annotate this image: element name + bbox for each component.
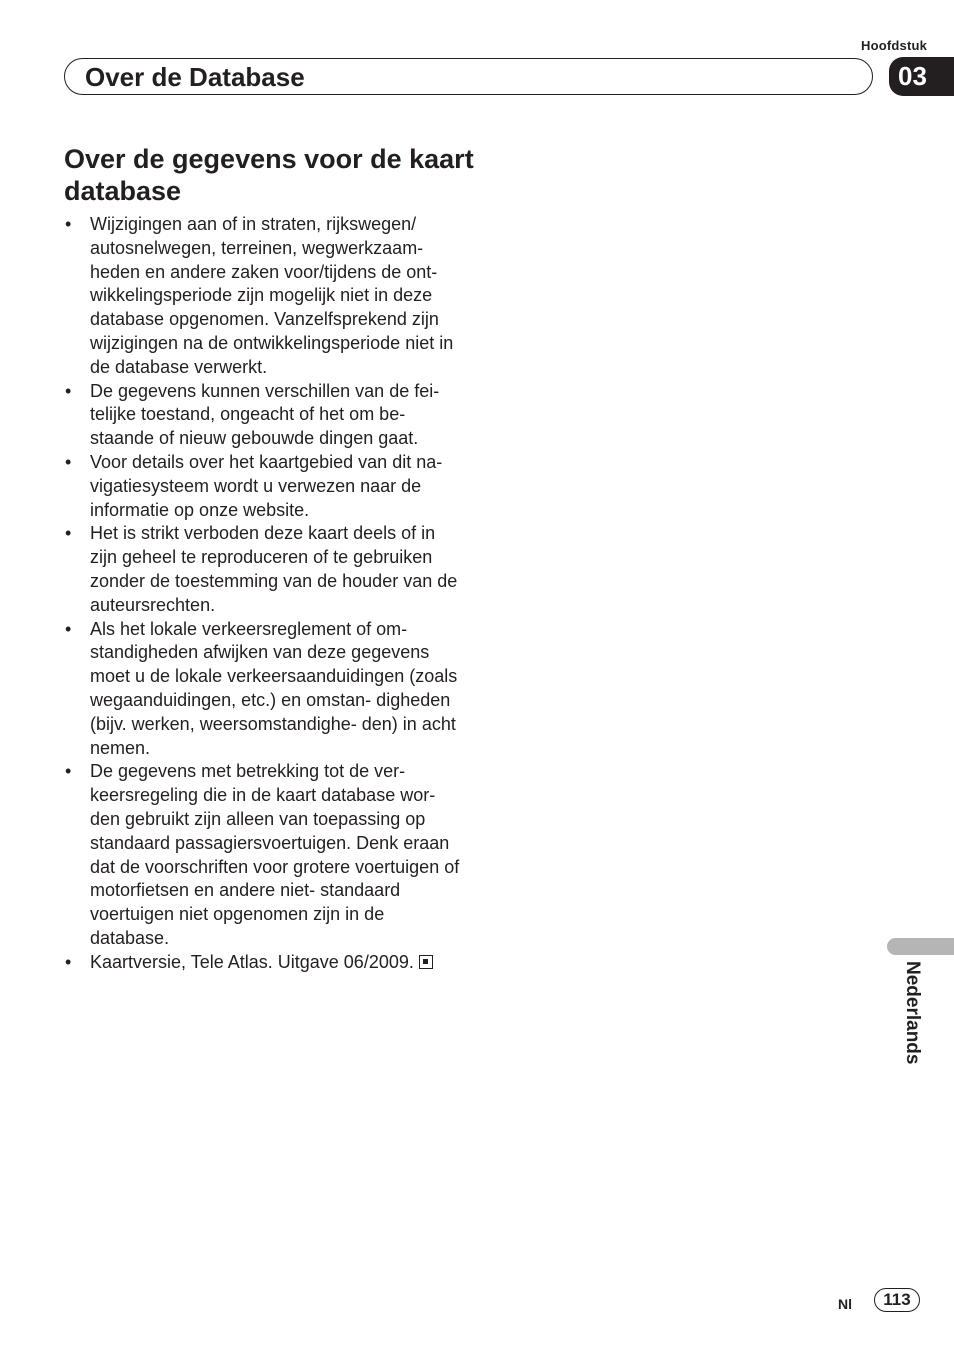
- list-item-text: Voor details over het kaartgebied van dit na- vigatiesysteem wordt u verwezen naar de informatie op onze website.: [90, 451, 443, 520]
- language-tab: [887, 938, 954, 955]
- list-item-text: Het is strikt verboden deze kaart deels of in zijn geheel te reproduceren of te gebruiken zonder de toestemming van de houder van de auteursrechten.: [90, 523, 458, 615]
- list-item: [64, 213, 464, 380]
- bullet-icon: •: [65, 523, 72, 544]
- bullet-icon: •: [65, 951, 72, 972]
- list-item: [64, 760, 464, 950]
- list-item-text: De gegevens kunnen verschillen van de fei- telijke toestand, ongeacht of het om be- staande of nieuw gebouwde dingen gaat.: [90, 380, 440, 449]
- list-item-text: Wijzigingen aan of in straten, rijkswegen/ autosnelwegen, terreinen, wegwerkzaam- heden en andere zaken voor/tijdens de ont- wikkelingsperiode zijn mogelijk niet in deze database opgenomen. Vanzelfsprekend zijn wijzigingen na de ontwikkelingsperiode niet in de database verwerkt.: [90, 214, 454, 377]
- bullet-icon: •: [65, 380, 72, 401]
- bullet-list: [64, 213, 464, 975]
- section-title: Over de Database: [85, 62, 305, 92]
- list-item: [64, 951, 464, 975]
- bullet-icon: •: [65, 618, 72, 639]
- language-code: Nl: [838, 1296, 852, 1312]
- list-item-text: Als het lokale verkeersreglement of om- standigheden afwijken van deze gegevens moet u de lokale verkeersaanduidingen (zoals wegaanduidingen, etc.) en omstan- digheden (bijv. werken, weersomstandighe- den) in acht nemen.: [90, 618, 458, 758]
- bullet-icon: •: [65, 451, 72, 472]
- list-item: [64, 618, 464, 761]
- list-item: [64, 522, 464, 617]
- list-item-text: De gegevens met betrekking tot de ver- keersregeling die in de kaart database wor- den gebruikt zijn alleen van toepassing op standaard passagiersvoertuigen. Denk eraan dat de voorschriften voor grotere voertuigen of motorfietsen en andere niet- standaard voertuigen niet opgenomen zijn in de database.: [90, 761, 460, 948]
- bullet-icon: •: [65, 761, 72, 782]
- bullet-icon: •: [65, 214, 72, 234]
- page-heading: Over de gegevens voor de kaart database: [64, 144, 474, 206]
- chapter-label: Hoofdstuk: [861, 38, 928, 53]
- list-item-text: Kaartversie, Tele Atlas. Uitgave 06/2009.: [90, 951, 414, 972]
- list-item: [64, 380, 464, 451]
- page-number: 113: [874, 1288, 920, 1312]
- language-label: Nederlands: [902, 961, 923, 1065]
- end-of-section-icon: [419, 955, 433, 969]
- section-banner: [64, 58, 873, 95]
- chapter-number-tab: 03: [889, 57, 954, 96]
- list-item: [64, 451, 464, 522]
